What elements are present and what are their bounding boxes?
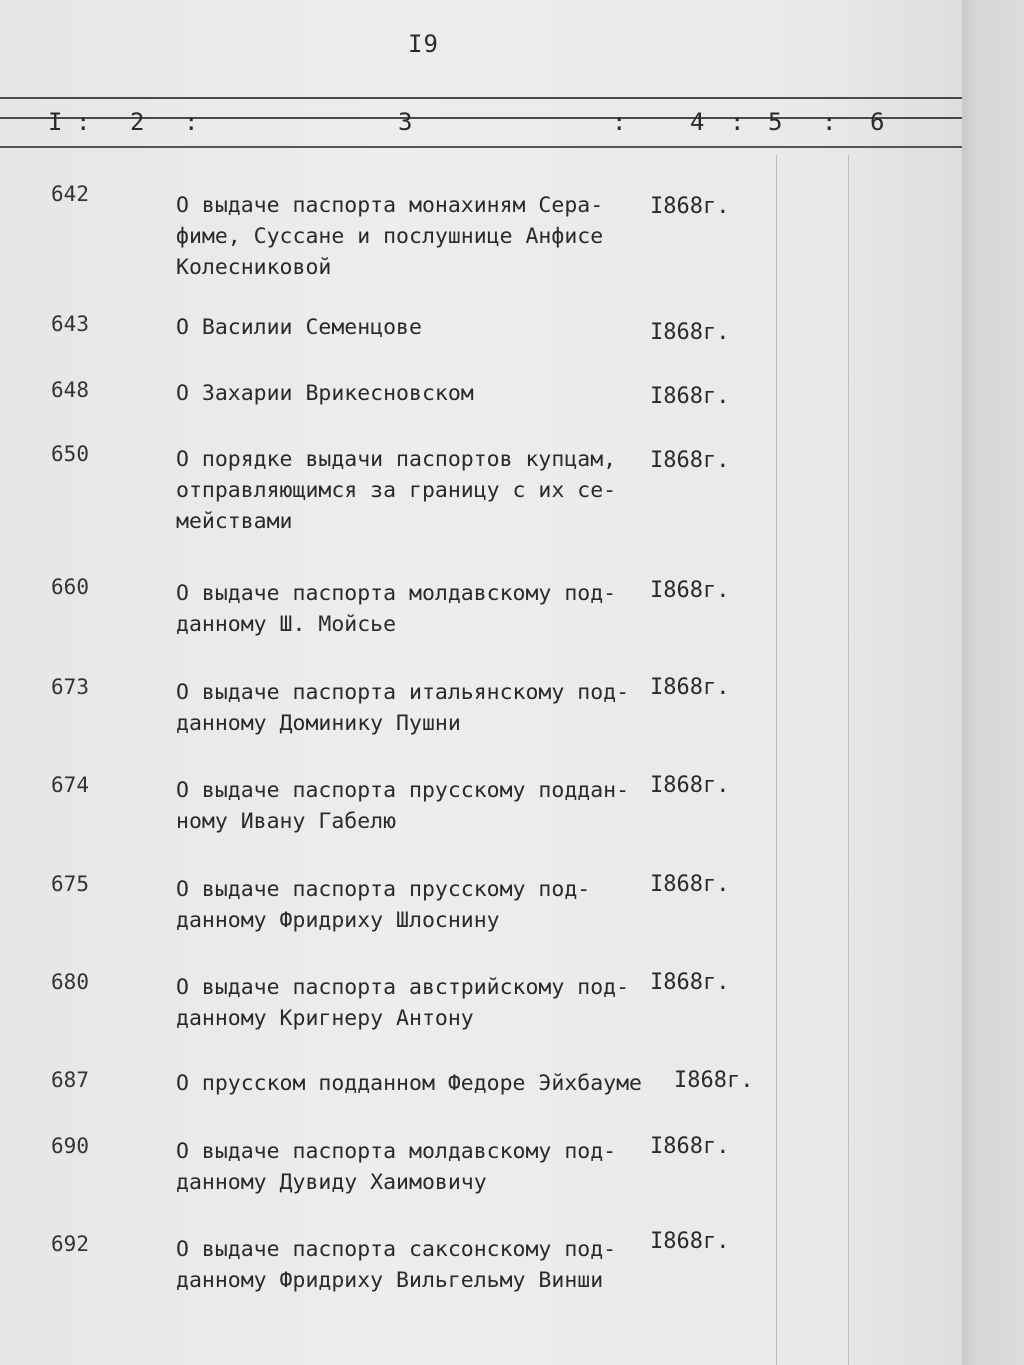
entry-title: О выдаче паспорта прусскому под- данному Фридриху Шлоснину — [176, 877, 591, 933]
entry-date: I868г. — [650, 773, 730, 798]
header-rule-middle — [0, 117, 965, 119]
entry-date: I868г. — [650, 384, 730, 409]
column-separator: : — [730, 108, 745, 136]
entry-title: О выдаче паспорта итальянскому под- данному Доминику Пушни — [176, 680, 630, 736]
entry-date: I868г. — [650, 320, 730, 345]
entry-number: 673 — [51, 675, 89, 699]
header-rule-bottom — [0, 146, 965, 148]
entry-number: 660 — [51, 575, 89, 599]
entry-title: О выдаче паспорта саксонскому под- данному Фридриху Вильгельму Винши — [176, 1237, 617, 1293]
entry-date: I868г. — [650, 675, 730, 700]
column-separator: : — [184, 108, 199, 136]
entry-title: О выдаче паспорта молдавскому под- данному Дувиду Хаимовичу — [176, 1139, 617, 1195]
column-rule — [776, 155, 777, 1365]
entry-date: I868г. — [650, 1134, 730, 1159]
entry-date: I868г. — [650, 1229, 730, 1254]
column-header-2: 2 — [130, 108, 145, 136]
entry-number: 690 — [51, 1134, 89, 1158]
entry-number: 692 — [51, 1232, 89, 1256]
entry-title: О выдаче паспорта австрийскому под- данному Кригнеру Антону — [176, 975, 630, 1031]
column-header-6: 6 — [870, 108, 885, 136]
entry-date: I868г. — [650, 872, 730, 897]
entry-date: I868г. — [650, 194, 730, 219]
entry-title: О выдаче паспорта молдавскому под- данному Ш. Мойсье — [176, 581, 617, 637]
entry-number: 648 — [51, 378, 89, 402]
header-rule-top — [0, 97, 965, 99]
entry-date: I868г. — [650, 448, 730, 473]
page-number: I9 — [408, 30, 439, 58]
entry-number: 643 — [51, 312, 89, 336]
entry-number: 642 — [51, 182, 89, 206]
entry-date: I868г. — [674, 1068, 754, 1093]
entry-number: 680 — [51, 970, 89, 994]
next-page-edge — [962, 0, 1024, 1365]
entry-title: О порядке выдачи паспортов купцам, отправляющимся за границу с их се- мействами — [176, 447, 617, 534]
column-separator: : — [612, 108, 627, 136]
column-header-4: 4 — [690, 108, 705, 136]
column-separator: : — [822, 108, 837, 136]
entry-title: О выдаче паспорта прусскому поддан- ному Ивану Габелю — [176, 778, 630, 834]
column-header-3: 3 — [398, 108, 413, 136]
entry-date: I868г. — [650, 970, 730, 995]
entry-title: О Василии Семенцове — [176, 315, 422, 340]
entry-date: I868г. — [650, 578, 730, 603]
column-header-1: I — [48, 108, 63, 136]
entry-title: О выдаче паспорта монахиням Сера- фиме, Суссане и послушнице Анфисе Колесниковой — [176, 193, 604, 280]
entry-number: 687 — [51, 1068, 89, 1092]
entry-number: 674 — [51, 773, 89, 797]
column-rule — [848, 155, 849, 1365]
column-header-5: 5 — [768, 108, 783, 136]
entry-title: О прусском подданном Федоре Эйхбауме — [176, 1071, 642, 1096]
column-separator: : — [76, 108, 91, 136]
entry-title: О Захарии Врикесновском — [176, 381, 474, 406]
entry-number: 675 — [51, 872, 89, 896]
entry-number: 650 — [51, 442, 89, 466]
